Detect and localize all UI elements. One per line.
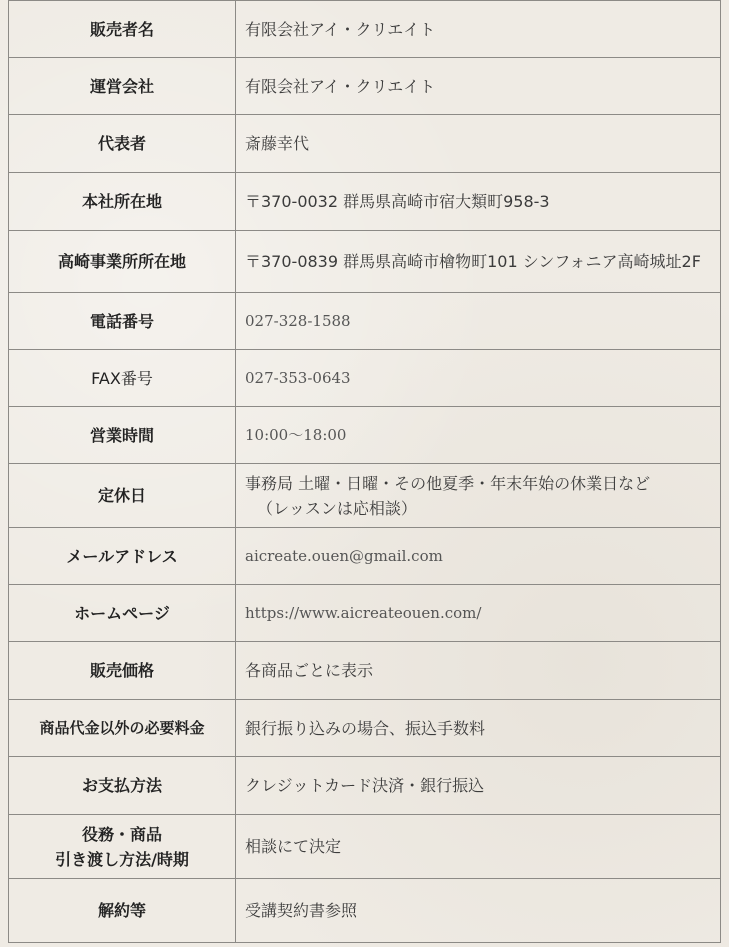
row-label: 電話番号 <box>9 293 236 350</box>
table-row <box>9 293 721 350</box>
row-label: 高崎事業所所在地 <box>9 231 236 293</box>
table-row <box>9 642 721 700</box>
row-label: 代表者 <box>9 115 236 173</box>
row-value: 10:00〜18:00 <box>236 407 721 464</box>
table-row <box>9 407 721 464</box>
table-row <box>9 350 721 407</box>
row-label: 販売価格 <box>9 642 236 700</box>
row-value <box>236 464 721 528</box>
row-label: お支払方法 <box>9 757 236 815</box>
row-label <box>9 815 236 879</box>
table-row <box>9 815 721 879</box>
table-row <box>9 585 721 642</box>
table-row <box>9 1 721 58</box>
row-value: 受講契約書参照 <box>236 879 721 943</box>
table-row <box>9 757 721 815</box>
table-row <box>9 58 721 115</box>
row-value: aicreate.ouen@gmail.com <box>236 528 721 585</box>
row-label: 解約等 <box>9 879 236 943</box>
row-label: 定休日 <box>9 464 236 528</box>
row-value: 各商品ごとに表示 <box>236 642 721 700</box>
row-value: 斎藤幸代 <box>236 115 721 173</box>
row-value: 有限会社アイ・クリエイト <box>236 58 721 115</box>
row-label: FAX番号 <box>9 350 236 407</box>
row-value: 相談にて決定 <box>236 815 721 879</box>
row-label-line2: 引き渡し方法/時期 <box>55 849 189 869</box>
table-row <box>9 115 721 173</box>
table-row <box>9 700 721 757</box>
row-value: 〒370-0839 群馬県高崎市檜物町101 シンフォニア高崎城址2F <box>236 231 721 293</box>
row-value-line2: （レッスンは応相談） <box>257 498 417 518</box>
row-label: 本社所在地 <box>9 173 236 231</box>
row-value: 027-328-1588 <box>236 293 721 350</box>
row-label: ホームページ <box>9 585 236 642</box>
row-label: 販売者名 <box>9 1 236 58</box>
row-value-line1: 事務局 土曜・日曜・その他夏季・年末年始の休業日など <box>245 473 651 493</box>
table-row <box>9 231 721 293</box>
row-label: 運営会社 <box>9 58 236 115</box>
seller-info-table <box>8 0 721 943</box>
row-value: 〒370-0032 群馬県高崎市宿大類町958-3 <box>236 173 721 231</box>
table-row <box>9 528 721 585</box>
row-value: 有限会社アイ・クリエイト <box>236 1 721 58</box>
table-row <box>9 173 721 231</box>
row-value: 027-353-0643 <box>236 350 721 407</box>
row-label-line1: 役務・商品 <box>81 824 162 844</box>
row-label: 商品代金以外の必要料金 <box>9 700 236 757</box>
row-label: メールアドレス <box>9 528 236 585</box>
row-value: 銀行振り込みの場合、振込手数料 <box>236 700 721 757</box>
row-value: https://www.aicreateouen.com/ <box>236 585 721 642</box>
table-row <box>9 879 721 943</box>
row-label: 営業時間 <box>9 407 236 464</box>
table-row <box>9 464 721 528</box>
row-value: クレジットカード決済・銀行振込 <box>236 757 721 815</box>
